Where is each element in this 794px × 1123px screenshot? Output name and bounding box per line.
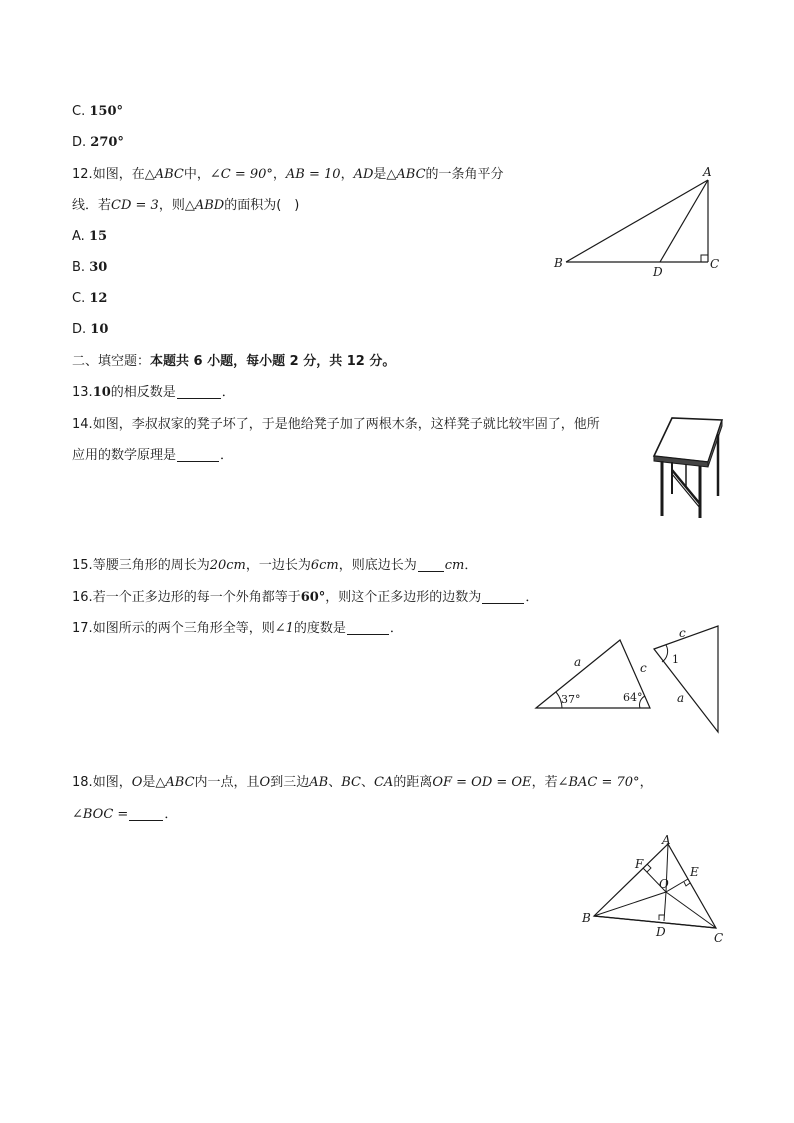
stem-text: 等腰三角形的周长为 xyxy=(92,558,210,573)
stem-text: ， xyxy=(340,167,354,182)
math-unit: cm xyxy=(444,558,465,573)
math-length: CD = 3 xyxy=(111,198,159,213)
stem-text: ，一边长为 xyxy=(245,558,311,573)
stem-text: ． xyxy=(164,807,178,822)
math-point: O xyxy=(131,775,143,790)
option-value: 12 xyxy=(89,291,108,306)
option-letter: C. xyxy=(72,291,86,306)
angle-label-1: 1 xyxy=(672,653,679,666)
option-letter: B. xyxy=(72,260,86,275)
side-label-a-2: a xyxy=(677,691,685,705)
math-angle: ∠BOC = xyxy=(72,807,129,822)
q11-option-d xyxy=(72,134,124,152)
question-number: 14. xyxy=(72,417,93,432)
answer-blank[interactable] xyxy=(418,557,444,572)
q16-stem xyxy=(72,589,538,607)
q15-stem xyxy=(72,557,477,575)
answer-blank[interactable] xyxy=(347,620,389,635)
stem-text: 的距离 xyxy=(393,775,433,790)
answer-blank[interactable] xyxy=(482,589,524,604)
side-label-c: c xyxy=(640,661,647,675)
stem-text: ． xyxy=(389,621,403,636)
angle-label-37: 37° xyxy=(561,693,581,706)
point-label-e: E xyxy=(690,865,699,879)
point-label-c: C xyxy=(710,257,720,271)
stem-text: 若一个正多边形的每一个外角都等于 xyxy=(92,590,301,605)
option-value: 30 xyxy=(89,260,108,275)
question-number: 12. xyxy=(72,167,93,182)
stem-text: 中， xyxy=(183,167,210,182)
option-value: 15 xyxy=(88,229,108,244)
stem-text: 应用的数学原理是 xyxy=(72,448,177,463)
answer-blank[interactable] xyxy=(177,384,221,399)
math-angle: ∠BAC = 70° xyxy=(557,775,640,790)
stem-text: ． xyxy=(464,558,478,573)
point-label-d: D xyxy=(656,925,666,939)
stem-text: ，则这个正多边形的边数为 xyxy=(325,590,482,605)
option-letter: C. xyxy=(72,104,86,119)
option-value: 10 xyxy=(90,322,109,337)
stem-text: 到三边 xyxy=(270,775,310,790)
side-label-a: a xyxy=(574,655,582,669)
point-label-d: D xyxy=(653,265,663,279)
option-value: 270° xyxy=(90,135,124,150)
math-angle: ∠1 xyxy=(274,621,294,636)
answer-blank[interactable] xyxy=(129,806,163,821)
stem-text: 线．若 xyxy=(72,198,112,213)
stem-text: ，则底边长为 xyxy=(338,558,417,573)
q18-stem-line2 xyxy=(72,806,177,824)
stem-text: ． xyxy=(221,385,235,400)
stem-text: 的面积为( ) xyxy=(224,198,300,213)
math-number: 10 xyxy=(92,385,111,400)
math-triangle: △ABD xyxy=(184,198,225,213)
stem-text: 内一点，且 xyxy=(194,775,260,790)
question-number: 15. xyxy=(72,558,93,573)
stem-text: 如图，在 xyxy=(92,167,145,182)
q13-stem xyxy=(72,384,235,402)
stem-text: 、 xyxy=(328,775,342,790)
q12-option-c xyxy=(72,290,107,308)
question-number: 16. xyxy=(72,590,93,605)
math-length: 20cm xyxy=(209,558,246,573)
math-segment: CA xyxy=(373,775,394,790)
math-triangle: △ABC xyxy=(144,167,184,182)
point-label-b: B xyxy=(554,256,563,270)
question-number: 17. xyxy=(72,621,93,636)
math-equation: OF = OD = OE xyxy=(432,775,532,790)
q18-triangle-figure xyxy=(578,830,728,950)
stem-text: 是 xyxy=(373,167,387,182)
stem-text: 的相反数是 xyxy=(110,385,176,400)
section-description: 本题共 6 小题，每小题 2 分，共 12 分。 xyxy=(150,354,396,369)
stem-text: ． xyxy=(220,448,234,463)
option-value: 150° xyxy=(89,104,123,119)
q12-option-a xyxy=(72,228,107,246)
math-segment: AB xyxy=(309,775,329,790)
stem-text: ， xyxy=(272,167,286,182)
stem-text: 的度数是 xyxy=(293,621,346,636)
section-header xyxy=(72,353,395,371)
q18-stem-line1 xyxy=(72,774,653,792)
stem-text: ． xyxy=(525,590,539,605)
stem-text: 如图，李叔叔家的凳子坏了，于是他给凳子加了两根木条，这样凳子就比较牢固了，他所 xyxy=(92,417,600,432)
math-point: O xyxy=(259,775,271,790)
math-segment: AD xyxy=(353,167,374,182)
question-number: 13. xyxy=(72,385,93,400)
math-length: 6cm xyxy=(310,558,339,573)
q12-triangle-figure xyxy=(548,160,728,282)
stem-text: 、 xyxy=(360,775,374,790)
point-label-o: O xyxy=(659,877,669,891)
q12-option-b xyxy=(72,259,107,277)
point-label-f: F xyxy=(635,857,644,871)
math-angle: ∠C = 90° xyxy=(209,167,273,182)
stem-text: 的一条角平分 xyxy=(425,167,504,182)
point-label-c: C xyxy=(714,931,724,945)
q12-stem-line2 xyxy=(72,197,299,215)
q17-congruent-triangles-figure xyxy=(532,620,726,736)
math-length: AB = 10 xyxy=(285,167,341,182)
q17-stem xyxy=(72,620,403,638)
math-triangle: △ABC xyxy=(386,167,426,182)
option-letter: A. xyxy=(72,229,85,244)
stem-text: 是 xyxy=(142,775,156,790)
q12-stem-line1 xyxy=(72,166,504,184)
q14-stool-figure xyxy=(650,412,730,522)
q11-option-c xyxy=(72,103,123,121)
option-letter: D. xyxy=(72,135,87,150)
q14-stem-line2 xyxy=(72,447,233,465)
q12-option-d xyxy=(72,321,108,339)
question-number: 18. xyxy=(72,775,93,790)
point-label-a: A xyxy=(703,165,712,179)
section-title: 二、填空题： xyxy=(72,354,151,369)
point-label-a: A xyxy=(662,833,671,847)
point-label-b: B xyxy=(582,911,591,925)
math-angle: 60° xyxy=(300,590,326,605)
angle-label-64: 64° xyxy=(623,691,643,704)
math-triangle: △ABC xyxy=(155,775,195,790)
stem-text: ，若 xyxy=(531,775,558,790)
answer-blank[interactable] xyxy=(177,447,219,462)
math-segment: BC xyxy=(341,775,361,790)
option-letter: D. xyxy=(72,322,87,337)
stem-text: 如图所示的两个三角形全等，则 xyxy=(92,621,275,636)
stem-text: ， xyxy=(639,775,653,790)
side-label-c-2: c xyxy=(679,626,686,640)
stem-text: ，则 xyxy=(158,198,185,213)
stem-text: 如图， xyxy=(92,775,132,790)
q14-stem-line1 xyxy=(72,416,600,434)
